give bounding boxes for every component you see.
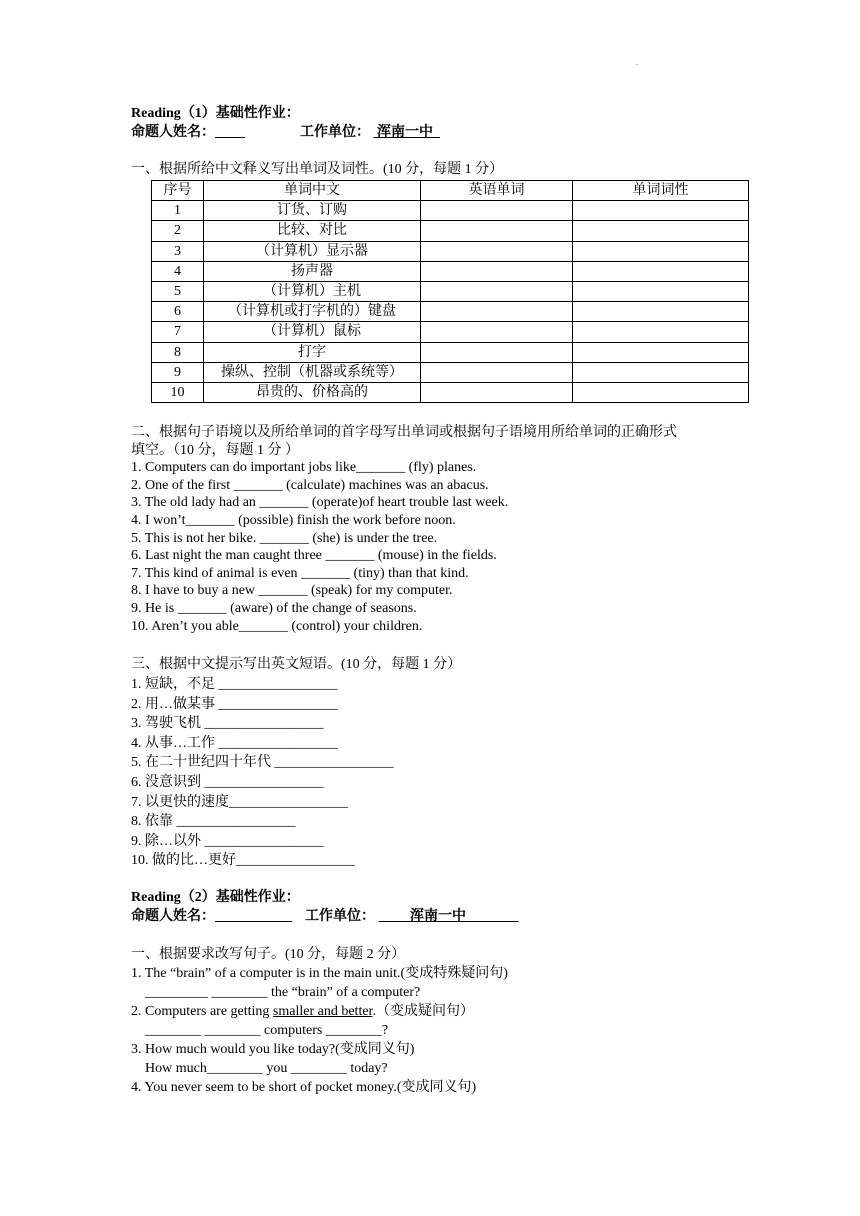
vocab-table bbox=[151, 180, 749, 403]
question-3: 3. How much would you like today?(变成同义句) bbox=[131, 1042, 415, 1057]
phrase-blank[interactable]: _________________ bbox=[229, 794, 348, 810]
table-row bbox=[152, 221, 749, 241]
reading1-section1 bbox=[131, 161, 503, 179]
answer-pos-cell[interactable] bbox=[573, 362, 749, 382]
row-no: 2 bbox=[152, 221, 204, 241]
phrase-blank[interactable]: _________________ bbox=[204, 774, 324, 790]
row-no: 1 bbox=[152, 201, 204, 221]
list-item: 5. This is not her bike. _______ (she) is under the tree. bbox=[131, 530, 438, 546]
row-no: 5 bbox=[152, 281, 204, 301]
answer-en-cell[interactable] bbox=[421, 201, 573, 221]
row-no: 6 bbox=[152, 302, 204, 322]
list-item: 4. 从事…工作 _________________ bbox=[131, 735, 338, 751]
list-item: 1. Computers can do important jobs like_______ (fly) planes. bbox=[131, 460, 477, 476]
answer-en-cell[interactable] bbox=[421, 241, 573, 261]
author-blank[interactable] bbox=[215, 123, 245, 138]
row-cn: 昂贵的、价格高的 bbox=[204, 382, 421, 402]
list-item: 2. 用…做某事 _________________ bbox=[131, 696, 338, 712]
answer-pos-cell[interactable] bbox=[573, 382, 749, 402]
answer-en-cell[interactable] bbox=[421, 302, 573, 322]
phrase-blank[interactable]: _________________ bbox=[204, 833, 324, 849]
reading2-section1 bbox=[131, 945, 508, 1097]
row-no: 7 bbox=[152, 322, 204, 342]
r2-section1-heading: 一、根据要求改写句子。(10 分，每题 2 分） bbox=[131, 947, 406, 962]
author-label: 命题人姓名： bbox=[131, 908, 215, 924]
list-item: 9. 除…以外 _________________ bbox=[131, 833, 324, 849]
row-no: 4 bbox=[152, 261, 204, 281]
header-no: 序号 bbox=[152, 181, 204, 201]
answer-en-cell[interactable] bbox=[421, 342, 573, 362]
table-row bbox=[152, 241, 749, 261]
section2-heading-line1: 二、根据句子语境以及所给单词的首字母写出单词或根据句子语境用所给单词的正确形式 bbox=[131, 425, 677, 440]
reading2-author-row bbox=[131, 907, 519, 925]
phrase-blank[interactable]: _________________ bbox=[218, 735, 338, 751]
page-dot: . bbox=[636, 58, 638, 67]
list-item: 3. The old lady had an _______ (operate)of heart trouble last week. bbox=[131, 495, 509, 511]
row-cn: （计算机）鼠标 bbox=[204, 322, 421, 342]
answer-pos-cell[interactable] bbox=[573, 342, 749, 362]
answer-pos-cell[interactable] bbox=[573, 322, 749, 342]
unit-value: 浑南一中 bbox=[377, 124, 433, 140]
list-item: 3. 驾驶飞机 _________________ bbox=[131, 716, 324, 732]
phrase-blank[interactable]: _________________ bbox=[274, 755, 394, 771]
row-cn: 打字 bbox=[204, 342, 421, 362]
reading2-title: Reading（2）基础性作业： bbox=[131, 890, 300, 905]
row-cn: 比较、对比 bbox=[204, 221, 421, 241]
answer-pos-cell[interactable] bbox=[573, 221, 749, 241]
table-row bbox=[152, 261, 749, 281]
answer-2[interactable]: ________ ________ computers ________? bbox=[145, 1023, 389, 1038]
unit-label: 工作单位： bbox=[300, 124, 370, 140]
row-cn: 操纵、控制（机器或系统等） bbox=[204, 362, 421, 382]
list-item: 7. This kind of animal is even _______ (tiny) than that kind. bbox=[131, 565, 469, 581]
question-4: 4. You never seem to be short of pocket money.(变成同义句) bbox=[131, 1080, 477, 1095]
answer-pos-cell[interactable] bbox=[573, 201, 749, 221]
row-no: 9 bbox=[152, 362, 204, 382]
table-row bbox=[152, 302, 749, 322]
answer-1[interactable]: _________ ________ the “brain” of a computer? bbox=[145, 985, 421, 1000]
answer-pos-cell[interactable] bbox=[573, 281, 749, 301]
answer-en-cell[interactable] bbox=[421, 382, 573, 402]
table-row bbox=[152, 322, 749, 342]
phrase-blank[interactable]: _________________ bbox=[204, 716, 324, 732]
reading1-section3 bbox=[131, 655, 461, 871]
reading1-author-row bbox=[131, 123, 440, 141]
table-row bbox=[152, 201, 749, 221]
list-item: 4. I won’t_______ (possible) finish the work before noon. bbox=[131, 512, 456, 528]
answer-en-cell[interactable] bbox=[421, 221, 573, 241]
answer-en-cell[interactable] bbox=[421, 322, 573, 342]
reading1-section2 bbox=[131, 424, 677, 635]
answer-pos-cell[interactable] bbox=[573, 241, 749, 261]
answer-pos-cell[interactable] bbox=[573, 302, 749, 322]
reading1-header bbox=[131, 105, 440, 140]
answer-en-cell[interactable] bbox=[421, 281, 573, 301]
header-cn: 单词中文 bbox=[204, 181, 421, 201]
row-no: 8 bbox=[152, 342, 204, 362]
header-en: 英语单词 bbox=[421, 181, 573, 201]
reading2-header bbox=[131, 889, 519, 924]
list-item: 6. 没意识到 _________________ bbox=[131, 774, 324, 790]
answer-en-cell[interactable] bbox=[421, 362, 573, 382]
author-blank[interactable] bbox=[215, 907, 292, 922]
table-row bbox=[152, 382, 749, 402]
phrase-blank[interactable]: _________________ bbox=[236, 853, 355, 869]
list-item: 6. Last night the man caught three _______ (mouse) in the fields. bbox=[131, 548, 497, 564]
row-no: 10 bbox=[152, 382, 204, 402]
answer-pos-cell[interactable] bbox=[573, 261, 749, 281]
list-item: 8. 依靠 _________________ bbox=[131, 814, 296, 830]
list-item: 8. I have to buy a new _______ (speak) for my computer. bbox=[131, 583, 453, 599]
answer-en-cell[interactable] bbox=[421, 261, 573, 281]
question-2: 2. Computers are getting smaller and better.（变成疑问句） bbox=[131, 1004, 474, 1019]
question-1: 1. The “brain” of a computer is in the main unit.(变成特殊疑问句) bbox=[131, 966, 508, 981]
list-item: 10. Aren’t you able_______ (control) your children. bbox=[131, 618, 423, 634]
section3-heading: 三、根据中文提示写出英文短语。(10 分，每题 1 分） bbox=[131, 657, 462, 672]
unit-value: 浑南一中 bbox=[410, 908, 466, 924]
phrase-blank[interactable]: _________________ bbox=[218, 677, 338, 692]
reading1-title: Reading（1）基础性作业： bbox=[131, 106, 300, 121]
answer-3[interactable]: How much________ you ________ today? bbox=[145, 1061, 388, 1076]
section2-heading-line2: 填空。（10 分，每题 1 分 ） bbox=[131, 442, 299, 458]
section1-heading: 一、根据所给中文释义写出单词及词性。(10 分，每题 1 分） bbox=[131, 162, 504, 177]
author-label: 命题人姓名： bbox=[131, 124, 215, 140]
unit-label: 工作单位： bbox=[305, 908, 375, 924]
header-pos: 单词词性 bbox=[573, 181, 749, 201]
row-no: 3 bbox=[152, 241, 204, 261]
row-cn: 订货、订购 bbox=[204, 201, 421, 221]
row-cn: （计算机）显示器 bbox=[204, 241, 421, 261]
list-item: 5. 在二十世纪四十年代 _________________ bbox=[131, 755, 394, 771]
underlined-phrase: smaller and better bbox=[272, 1004, 373, 1019]
list-item: 7. 以更快的速度_________________ bbox=[131, 794, 348, 810]
table-row bbox=[152, 362, 749, 382]
table-row bbox=[152, 342, 749, 362]
table-header-row bbox=[152, 181, 749, 201]
list-item: 10. 做的比…更好_________________ bbox=[131, 853, 355, 869]
row-cn: （计算机）主机 bbox=[204, 281, 421, 301]
table-row bbox=[152, 281, 749, 301]
row-cn: 扬声器 bbox=[204, 261, 421, 281]
list-item: 1. 短缺，不足 _________________ bbox=[131, 677, 338, 692]
phrase-blank[interactable]: _________________ bbox=[176, 814, 296, 830]
row-cn: （计算机或打字机的）键盘 bbox=[204, 302, 421, 322]
list-item: 9. He is _______ (aware) of the change of seasons. bbox=[131, 600, 417, 616]
list-item: 2. One of the first _______ (calculate) machines was an abacus. bbox=[131, 477, 489, 493]
phrase-blank[interactable]: _________________ bbox=[218, 696, 338, 712]
